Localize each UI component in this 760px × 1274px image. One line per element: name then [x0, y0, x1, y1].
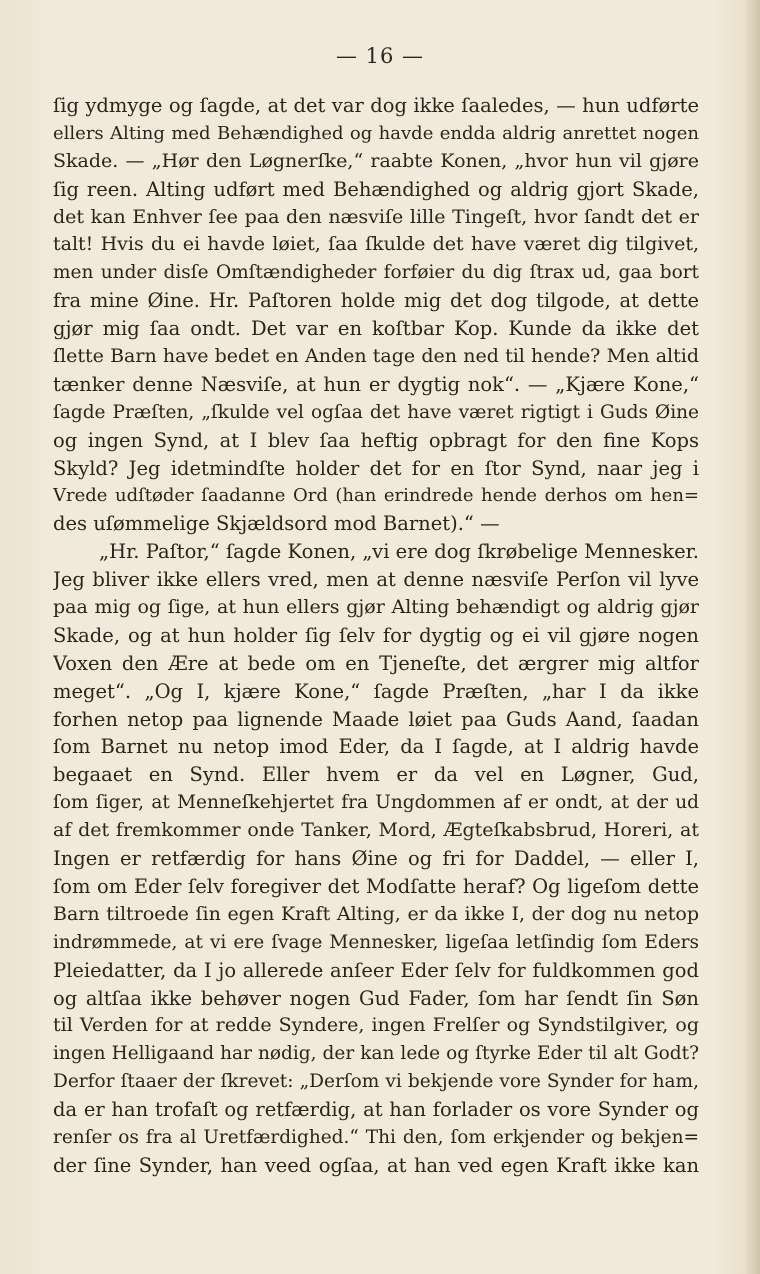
page-number: — 16 — — [335, 44, 425, 68]
text-line: det kan Enhver ſee paa den næsviſe lille Tingeſt, hvor ſandt det er — [53, 205, 699, 228]
text-line: Pleiedatter, da I jo allerede anſeer Eder ſelv for fuldkommen god — [53, 958, 699, 982]
text-line: Voxen den Ære at bede om en Tjeneſte, det ærgrer mig altfor — [53, 651, 699, 675]
text-line: Ingen er retfærdig for hans Øine og fri for Daddel, — eller I, — [53, 847, 699, 871]
text-line: ſom om Eder ſelv foregiver det Modſatte heraf? Og ligeſom dette — [53, 874, 699, 898]
text-line: renſer os fra al Uretfærdighed.“ Thi den, ſom erkjender og bekjen= — [53, 1126, 699, 1148]
text-line: ingen Helligaand har nødig, der kan lede og ſtyrke Eder til alt Godt? — [53, 1043, 699, 1065]
text-line: ſig reen. Alting udført med Behændighed og aldrig gjort Skade, — [53, 177, 699, 201]
text-line: meget“. „Og I, kjære Kone,“ ſagde Præſten, „har I da ikke — [53, 679, 699, 703]
text-line: ſig ydmyge og ſagde, at det var dog ikke ſaaledes, — hun udførte — [53, 94, 699, 117]
text-line: Skade, og at hun holder ſig ſelv for dygtig og ei vil gjøre nogen — [53, 623, 699, 647]
text-line: Derfor ſtaaer der ſkrevet: „Derſom vi bekjende vore Synder for ham, — [53, 1071, 699, 1093]
text-line: ellers Alting med Behændighed og havde endda aldrig anrettet nogen — [53, 122, 699, 144]
text-line: men under disſe Omſtændigheder forføier du dig ſtrax ud, gaa bort — [53, 262, 699, 284]
text-line: indrømmede, at vi ere ſvage Mennesker, ligeſaa letſindig ſom Eders — [53, 931, 699, 953]
text-line: gjør mig ſaa ondt. Det var en koſtbar Kop. Kunde da ikke det — [53, 317, 699, 341]
text-line: Jeg bliver ikke ellers vred, men at denne næsviſe Perſon vil lyve — [53, 568, 699, 592]
text-line: tænker denne Næsviſe, at hun er dygtig nok“. — „Kjære Kone,“ — [53, 372, 699, 396]
text-line: paa mig og ſige, at hun ellers gjør Alting behændigt og aldrig gjør — [53, 596, 699, 619]
text-line: ſlette Barn have bedet en Anden tage den ned til hende? Men altid — [53, 345, 699, 368]
text-line: Skade. — „Hør den Løgnerſke,“ raabte Konen, „hvor hun vil gjøre — [53, 149, 699, 172]
text-line: Skyld? Jeg idetmindſte holder det for en ſtor Synd, naar jeg i — [53, 456, 699, 480]
text-line: ſom Barnet nu netop imod Eder, da I ſagde, at I aldrig havde — [53, 735, 699, 759]
page-edge — [746, 0, 760, 1274]
text-line: til Verden for at redde Syndere, ingen Frelſer og Syndstilgiver, og — [53, 1014, 699, 1037]
text-line: des uſømmelige Skjældsord mod Barnet).“ — — [53, 512, 500, 536]
text-line: der ſine Synder, han veed ogſaa, at han ved egen Kraft ikke kan — [53, 1153, 699, 1177]
text-line: fra mine Øine. Hr. Paſtoren holde mig det dog tilgode, at dette — [53, 289, 699, 313]
text-line: begaaet en Synd. Eller hvem er da vel en Løgner, Gud, — [53, 763, 699, 787]
body-text — [53, 92, 699, 1180]
text-line: da er han trofaſt og retfærdig, at han forlader os vore Synder og — [53, 1098, 699, 1122]
text-line: og ingen Synd, at I blev ſaa heftig opbragt for den fine Kops — [53, 428, 699, 452]
text-line: af det fremkommer onde Tanker, Mord, Ægteſkabsbrud, Horeri, at — [53, 819, 699, 842]
text-line: talt! Hvis du ei havde løiet, ſaa ſkulde det have været dig tilgivet, — [53, 233, 699, 256]
text-line: „Hr. Paſtor,“ ſagde Konen, „vi ere dog ſkrøbelige Mennesker. — [99, 540, 699, 564]
text-line: Barn tiltroede ſin egen Kraft Alting, er da ikke I, der dog nu netop — [53, 902, 699, 925]
text-line: og altſaa ikke behøver nogen Gud Fader, ſom har ſendt ſin Søn — [53, 986, 699, 1010]
text-line: forhen netop paa lignende Maade løiet paa Guds Aand, ſaadan — [53, 707, 699, 731]
text-line: Vrede udſtøder ſaadanne Ord (han erindrede hende derhos om hen= — [53, 485, 699, 507]
text-line: ſom ſiger, at Menneſkehjertet fra Ungdommen af er ondt, at der ud — [53, 792, 699, 814]
text-line: ſagde Præſten, „ſkulde vel ogſaa det have været rigtigt i Guds Øine — [53, 401, 699, 423]
